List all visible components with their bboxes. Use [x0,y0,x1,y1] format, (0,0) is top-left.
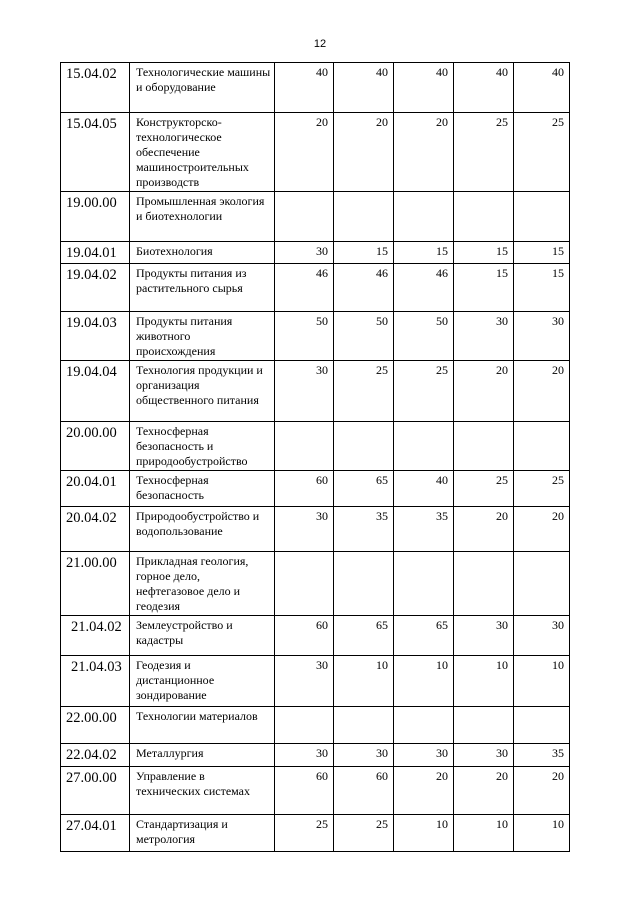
row-name: Технологии материалов [130,707,275,744]
row-value-3: 50 [394,312,454,361]
row-value-5: 10 [514,656,570,707]
row-value-4: 10 [454,656,514,707]
row-code: 21.00.00 [61,552,130,616]
row-value-2: 10 [334,656,394,707]
row-value-4: 10 [454,815,514,852]
row-value-3: 65 [394,616,454,656]
table-row [61,616,570,656]
row-code: 19.04.01 [61,242,130,264]
row-value-3 [394,192,454,242]
row-value-3: 10 [394,656,454,707]
row-value-2: 60 [334,767,394,815]
row-value-4 [454,192,514,242]
row-code: 19.04.04 [61,361,130,422]
row-value-1: 30 [275,656,334,707]
row-value-5 [514,707,570,744]
row-name: Промышленная экология и биотехнологии [130,192,275,242]
row-value-3: 46 [394,264,454,312]
row-name: Продукты питания из растительного сырья [130,264,275,312]
row-name: Технология продукции и организация общественного питания [130,361,275,422]
row-value-1: 50 [275,312,334,361]
row-value-1: 30 [275,242,334,264]
row-value-5: 35 [514,744,570,767]
row-code: 15.04.02 [61,63,130,113]
row-value-2: 30 [334,744,394,767]
row-name: Металлургия [130,744,275,767]
row-value-3: 25 [394,361,454,422]
row-value-2: 15 [334,242,394,264]
row-code: 20.00.00 [61,422,130,471]
row-value-2: 25 [334,361,394,422]
row-code: 27.04.01 [61,815,130,852]
row-value-5: 15 [514,264,570,312]
row-value-3 [394,422,454,471]
row-value-5: 15 [514,242,570,264]
table-row [61,422,570,471]
row-code: 20.04.02 [61,507,130,552]
row-value-3 [394,552,454,616]
table-row [61,192,570,242]
row-value-4: 30 [454,312,514,361]
row-name: Конструкторско-технологическое обеспечение машиностроительных производств [130,113,275,192]
row-value-3: 10 [394,815,454,852]
row-value-1 [275,552,334,616]
table-row [61,744,570,767]
row-value-2: 25 [334,815,394,852]
table-row [61,707,570,744]
row-code: 27.00.00 [61,767,130,815]
row-name: Продукты питания животного происхождения [130,312,275,361]
row-value-5: 40 [514,63,570,113]
row-value-3: 20 [394,113,454,192]
row-value-1: 60 [275,767,334,815]
row-code: 20.04.01 [61,471,130,507]
table-body [61,63,570,852]
row-name: Природообустройство и водопользование [130,507,275,552]
row-value-4: 20 [454,507,514,552]
row-value-4: 25 [454,113,514,192]
row-value-3: 20 [394,767,454,815]
row-code: 21.04.02 [61,616,130,656]
row-value-1: 20 [275,113,334,192]
table-row [61,312,570,361]
row-value-4: 25 [454,471,514,507]
row-value-3: 35 [394,507,454,552]
row-value-2: 35 [334,507,394,552]
row-value-4: 20 [454,767,514,815]
row-value-2 [334,422,394,471]
admission-table [60,62,570,852]
row-name: Геодезия и дистанционное зондирование [130,656,275,707]
table-row [61,361,570,422]
row-value-1: 25 [275,815,334,852]
row-value-5: 30 [514,616,570,656]
table-row [61,113,570,192]
row-value-2: 40 [334,63,394,113]
row-code: 15.04.05 [61,113,130,192]
row-value-2: 50 [334,312,394,361]
row-value-1 [275,422,334,471]
row-code: 22.04.02 [61,744,130,767]
row-value-2 [334,192,394,242]
row-value-1: 40 [275,63,334,113]
row-value-5: 20 [514,361,570,422]
row-value-1: 46 [275,264,334,312]
row-value-4: 15 [454,264,514,312]
row-name: Землеустройство и кадастры [130,616,275,656]
row-value-5 [514,552,570,616]
row-code: 21.04.03 [61,656,130,707]
table-row [61,471,570,507]
row-name: Стандартизация и метрология [130,815,275,852]
row-value-1: 60 [275,616,334,656]
row-value-2: 46 [334,264,394,312]
row-value-1: 30 [275,361,334,422]
row-value-1 [275,707,334,744]
row-name: Техносферная безопасность [130,471,275,507]
row-value-3: 30 [394,744,454,767]
row-value-1: 60 [275,471,334,507]
row-value-5: 25 [514,113,570,192]
row-value-2 [334,707,394,744]
row-value-1 [275,192,334,242]
row-value-2: 65 [334,471,394,507]
table-row [61,815,570,852]
row-value-3: 40 [394,471,454,507]
row-value-5: 10 [514,815,570,852]
page-number: 12 [313,38,327,50]
table-row [61,507,570,552]
row-value-5: 30 [514,312,570,361]
row-value-2 [334,552,394,616]
row-value-4: 40 [454,63,514,113]
table-row [61,63,570,113]
row-value-1: 30 [275,744,334,767]
row-name: Биотехнология [130,242,275,264]
row-value-1: 30 [275,507,334,552]
row-value-5 [514,192,570,242]
table-row [61,767,570,815]
row-value-5: 20 [514,507,570,552]
table-row [61,242,570,264]
row-value-5: 25 [514,471,570,507]
row-code: 22.00.00 [61,707,130,744]
row-value-2: 20 [334,113,394,192]
row-value-4: 15 [454,242,514,264]
row-name: Прикладная геология, горное дело, нефтегазовое дело и геодезия [130,552,275,616]
row-code: 19.00.00 [61,192,130,242]
row-value-4: 20 [454,361,514,422]
row-code: 19.04.03 [61,312,130,361]
row-value-4: 30 [454,744,514,767]
row-value-3: 15 [394,242,454,264]
table-row [61,552,570,616]
row-value-4 [454,552,514,616]
row-value-4 [454,422,514,471]
row-name: Технологические машины и оборудование [130,63,275,113]
table-row [61,656,570,707]
row-name: Управление в технических системах [130,767,275,815]
row-value-5 [514,422,570,471]
row-value-3: 40 [394,63,454,113]
row-value-5: 20 [514,767,570,815]
row-value-4 [454,707,514,744]
row-value-2: 65 [334,616,394,656]
table-row [61,264,570,312]
row-value-3 [394,707,454,744]
row-code: 19.04.02 [61,264,130,312]
row-name: Техносферная безопасность и природообустройство [130,422,275,471]
row-value-4: 30 [454,616,514,656]
